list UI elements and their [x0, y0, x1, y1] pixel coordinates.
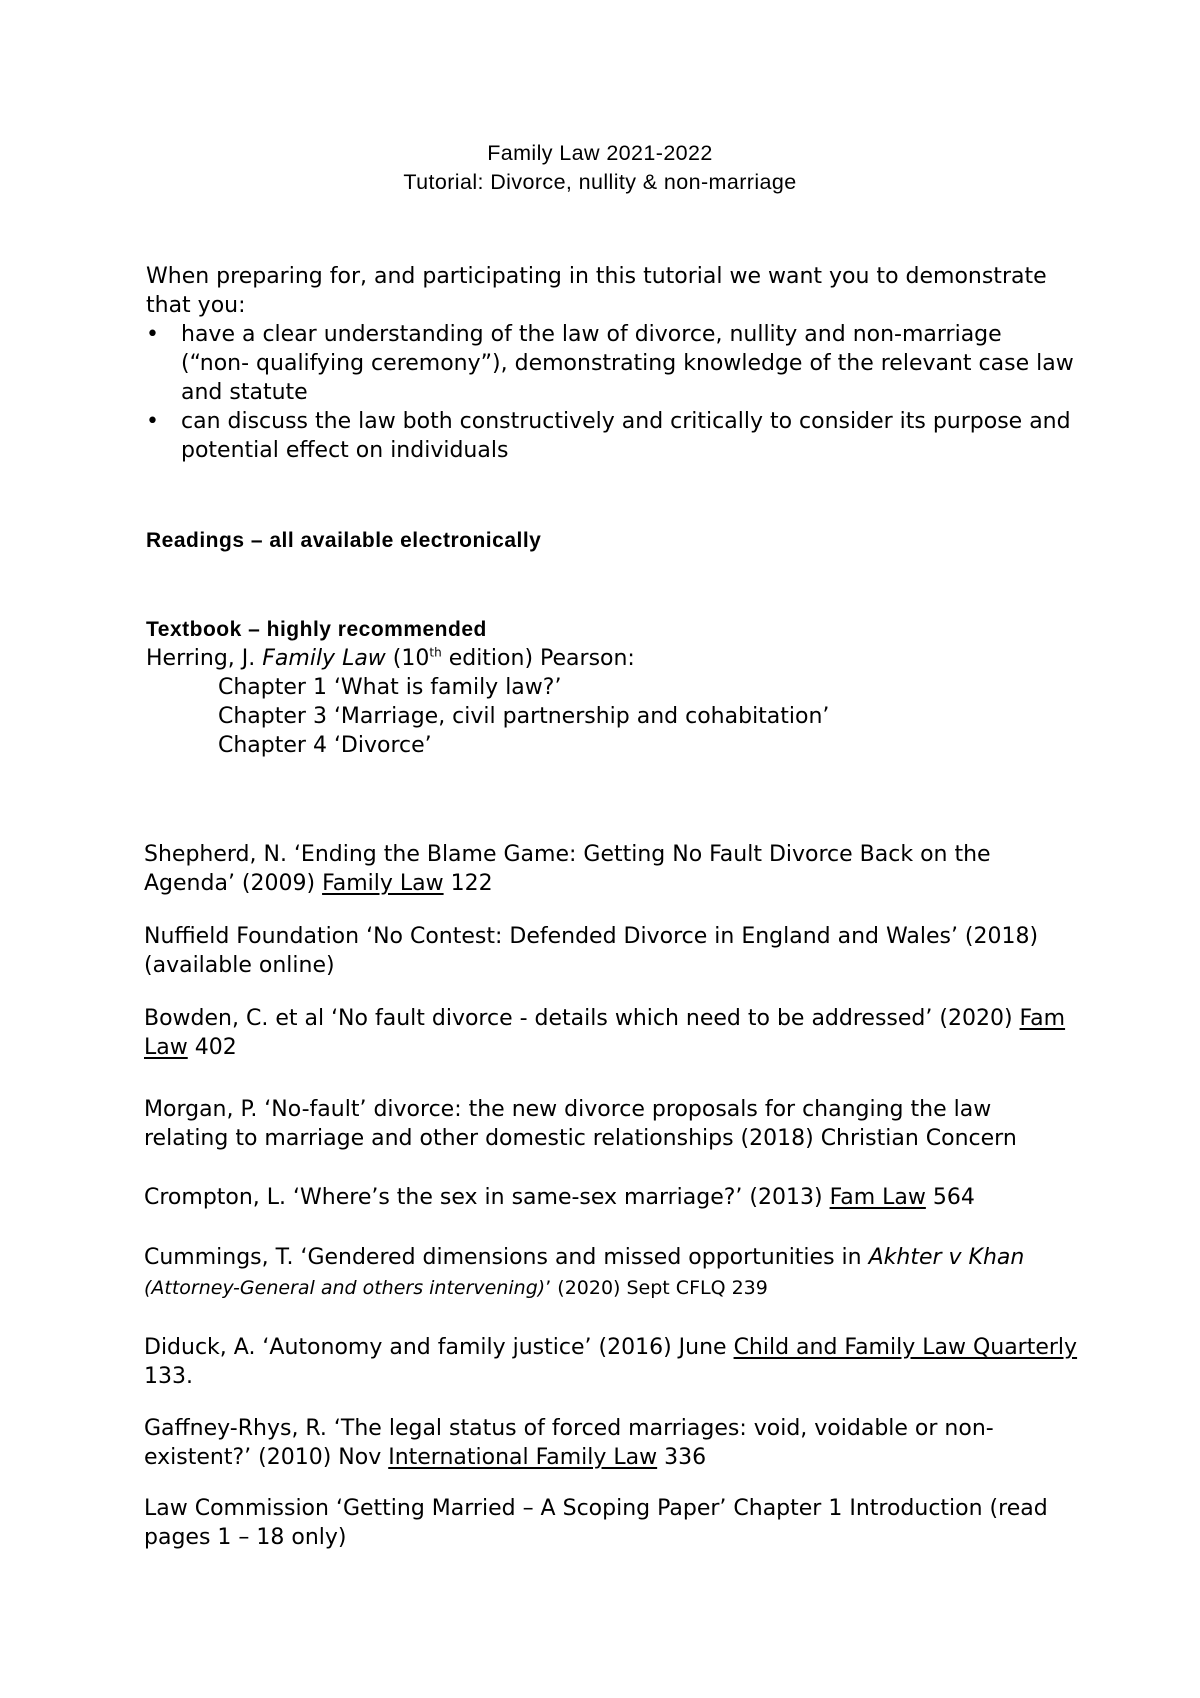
intro-line-2: that you: — [146, 293, 246, 318]
reference-gaffney-line-2 — [144, 1443, 706, 1473]
reference-nuffield-line-1: Nuffield Foundation ‘No Contest: Defended Divorce in England and Wales’ (2018) — [144, 924, 1039, 949]
ref-text: 564 — [925, 1185, 975, 1210]
ref-text: ’ (2020) Sept CFLQ 239 — [545, 1277, 768, 1299]
reference-shepherd-line-2 — [144, 869, 493, 899]
reference-diduck-line-1 — [144, 1333, 1077, 1363]
textbook-heading: Textbook – highly recommended — [146, 618, 487, 641]
bullet-1-line-2: (“non- qualifying ceremony”), demonstrating knowledge of the relevant case law — [181, 351, 1074, 376]
journal-name: Fam Law — [829, 1185, 926, 1210]
reference-gaffney-line-1: Gaffney-Rhys, R. ‘The legal status of forced marriages: void, voidable or non- — [144, 1416, 994, 1441]
reference-lawcom-line-2: pages 1 – 18 only) — [144, 1525, 347, 1550]
textbook-edition-sup: th — [429, 645, 442, 660]
ref-text: existent?’ (2010) Nov — [144, 1445, 389, 1470]
journal-name: Child and Family Law Quarterly — [733, 1335, 1078, 1360]
ref-text: Bowden, C. et al ‘No fault divorce - details which need to be addressed’ (2020) — [144, 1006, 1020, 1031]
reference-lawcom-line-1: Law Commission ‘Getting Married – A Scoping Paper’ Chapter 1 Introduction (read — [144, 1496, 1048, 1521]
ref-text: 336 — [657, 1445, 707, 1470]
bullet-2-line-1: can discuss the law both constructively and critically to consider its purpose and — [181, 409, 1071, 434]
textbook-author: Herring, J. — [146, 646, 263, 671]
reference-cummings-line-2 — [144, 1273, 768, 1303]
ref-text: Diduck, A. ‘Autonomy and family justice’ (2016) June — [144, 1335, 734, 1360]
textbook-chapter: Chapter 1 ‘What is family law?’ — [218, 675, 562, 700]
reference-crompton — [144, 1183, 975, 1213]
journal-name: International Family Law — [388, 1445, 658, 1470]
bullet-1-line-1: have a clear understanding of the law of divorce, nullity and non-marriage — [181, 322, 1002, 347]
bullet-1-line-3: and statute — [181, 380, 308, 405]
textbook-title: Family Law — [262, 646, 386, 671]
bullet-2-line-2: potential effect on individuals — [181, 438, 509, 463]
reference-diduck-line-2: 133. — [144, 1364, 193, 1389]
readings-heading: Readings – all available electronically — [146, 529, 542, 552]
reference-nuffield-line-2: (available online) — [144, 953, 335, 978]
ref-text: Cummings, T. ‘Gendered dimensions and missed opportunities in — [144, 1245, 869, 1270]
reference-shepherd-line-1: Shepherd, N. ‘Ending the Blame Game: Getting No Fault Divorce Back on the — [144, 842, 991, 867]
reference-bowden-line-1 — [144, 1004, 1065, 1034]
textbook-publisher: edition) Pearson: — [441, 646, 635, 671]
ref-text: 402 — [187, 1035, 237, 1060]
ref-text: Agenda’ (2009) — [144, 871, 323, 896]
reference-morgan-line-2: relating to marriage and other domestic relationships (2018) Christian Concern — [144, 1126, 1017, 1151]
bullet-marker: • — [146, 409, 159, 434]
bullet-marker: • — [146, 322, 159, 347]
textbook-chapter: Chapter 4 ‘Divorce’ — [218, 733, 432, 758]
journal-name: Law — [144, 1035, 188, 1060]
case-name: (Attorney-General and others intervening) — [144, 1277, 546, 1299]
textbook-citation — [146, 644, 635, 674]
document-title: Family Law 2021-2022 — [487, 141, 713, 165]
ref-text: 122 — [443, 871, 493, 896]
ref-text: Crompton, L. ‘Where’s the sex in same-sex marriage?’ (2013) — [144, 1185, 830, 1210]
textbook-chapter: Chapter 3 ‘Marriage, civil partnership and cohabitation’ — [218, 704, 830, 729]
reference-bowden-line-2 — [144, 1033, 237, 1063]
reference-cummings-line-1 — [144, 1243, 1024, 1273]
intro-line-1: When preparing for, and participating in this tutorial we want you to demonstrate — [146, 264, 1047, 289]
journal-name: Family Law — [322, 871, 444, 896]
journal-name: Fam — [1019, 1006, 1066, 1031]
textbook-edition: (10 — [385, 646, 430, 671]
reference-morgan-line-1: Morgan, P. ‘No-fault’ divorce: the new divorce proposals for changing the law — [144, 1097, 992, 1122]
document-subtitle: Tutorial: Divorce, nullity & non-marriage — [403, 170, 797, 194]
case-name: Akhter v Khan — [868, 1245, 1025, 1270]
